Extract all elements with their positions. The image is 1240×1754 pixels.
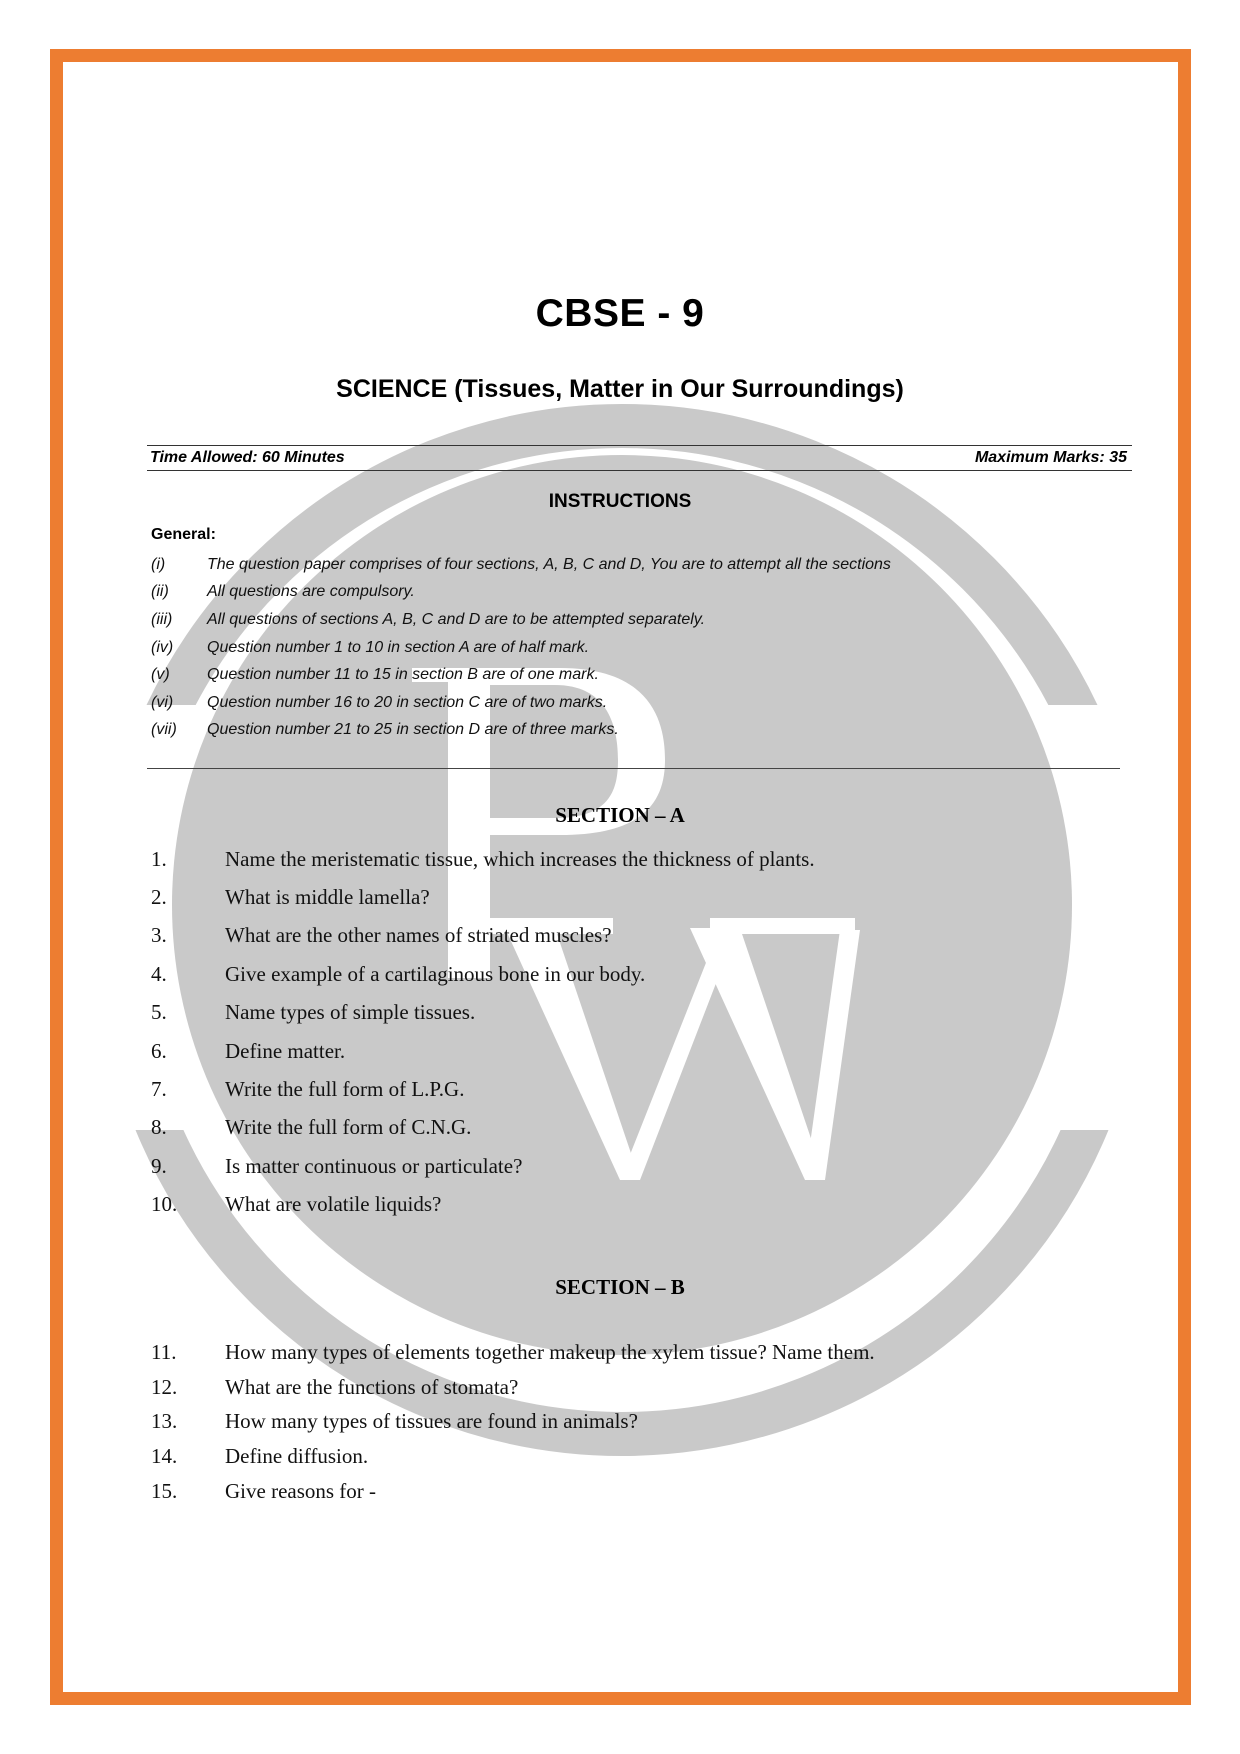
divider: [147, 768, 1120, 769]
question-item: [151, 917, 815, 955]
question-number: 6.: [151, 1038, 167, 1063]
section-a-heading: SECTION – A: [555, 803, 685, 827]
instructions-heading: INSTRUCTIONS: [548, 491, 692, 512]
question-number: 5.: [151, 1000, 167, 1025]
instruction-item: [151, 579, 891, 607]
instruction-text: Question number 21 to 25 in section D are of three marks.: [207, 721, 619, 739]
instruction-item: [151, 634, 891, 662]
question-item: [151, 1474, 875, 1509]
page-title: CBSE - 9: [535, 292, 705, 335]
question-text: What is middle lamella?: [225, 885, 430, 910]
instruction-item: [151, 551, 891, 579]
question-number: 14.: [151, 1444, 178, 1469]
question-text: Name the meristematic tissue, which increases the thickness of plants.: [225, 846, 815, 871]
section-b-heading: SECTION – B: [555, 1275, 685, 1299]
section-a-questions: [151, 840, 815, 1224]
instruction-number: (iii): [151, 610, 173, 628]
question-number: 4.: [151, 961, 167, 986]
instruction-text: All questions of sections A, B, C and D are to be attempted separately.: [207, 610, 706, 628]
instruction-number: (vii): [151, 721, 177, 739]
question-text: How many types of elements together makeup the xylem tissue? Name them.: [225, 1339, 875, 1364]
question-text: Define matter.: [225, 1038, 346, 1063]
question-number: 11.: [151, 1339, 177, 1364]
instruction-item: [151, 606, 891, 634]
question-item: [151, 840, 815, 878]
question-number: 1.: [151, 846, 167, 871]
question-item: [151, 1109, 815, 1147]
instruction-number: (i): [151, 555, 166, 573]
instruction-number: (v): [151, 666, 170, 684]
question-text: What are the other names of striated muscles?: [225, 923, 612, 948]
instruction-number: (iv): [151, 638, 174, 656]
exam-meta-bar: [147, 445, 1132, 471]
question-item: [151, 1032, 815, 1070]
question-item: [151, 1070, 815, 1108]
section-b-questions: [151, 1335, 875, 1509]
question-number: 7.: [151, 1077, 167, 1102]
question-text: What are volatile liquids?: [225, 1192, 442, 1217]
instruction-text: All questions are compulsory.: [207, 583, 415, 601]
question-item: [151, 878, 815, 916]
question-item: [151, 994, 815, 1032]
question-text: How many types of tissues are found in animals?: [225, 1409, 638, 1434]
time-allowed: Time Allowed: 60 Minutes: [150, 449, 345, 466]
question-item: [151, 1405, 875, 1440]
question-item: [151, 1147, 815, 1185]
question-text: Give reasons for -: [225, 1479, 377, 1504]
question-number: 3.: [151, 923, 167, 948]
question-text: Define diffusion.: [225, 1444, 369, 1469]
instruction-text: Question number 1 to 10 in section A are of half mark.: [207, 638, 590, 656]
maximum-marks: Maximum Marks: 35: [974, 449, 1127, 466]
general-label: General:: [151, 526, 216, 543]
question-number: 12.: [151, 1374, 178, 1399]
question-text: What are the functions of stomata?: [225, 1374, 519, 1399]
instructions-list: [151, 551, 891, 744]
instruction-number: (ii): [151, 583, 169, 601]
question-item: [151, 1335, 875, 1370]
instruction-item: [151, 689, 891, 717]
question-item: [151, 955, 815, 993]
question-text: Give example of a cartilaginous bone in our body.: [225, 961, 646, 986]
question-number: 2.: [151, 885, 167, 910]
instruction-number: (vi): [151, 693, 174, 711]
instruction-text: The question paper comprises of four sections, A, B, C and D, You are to attempt all the sections: [207, 555, 891, 573]
question-item: [151, 1439, 875, 1474]
question-number: 10.: [151, 1192, 178, 1217]
page-subtitle: SCIENCE (Tissues, Matter in Our Surroundings): [336, 375, 904, 403]
question-number: 9.: [151, 1153, 167, 1178]
instruction-item: [151, 717, 891, 745]
question-number: 13.: [151, 1409, 178, 1434]
question-text: Write the full form of C.N.G.: [225, 1115, 472, 1140]
instruction-text: Question number 16 to 20 in section C are of two marks.: [207, 693, 608, 711]
question-text: Name types of simple tissues.: [225, 1000, 476, 1025]
question-number: 15.: [151, 1479, 178, 1504]
instruction-item: [151, 661, 891, 689]
question-item: [151, 1186, 815, 1224]
instruction-text: Question number 11 to 15 in section B are of one mark.: [207, 666, 599, 684]
question-item: [151, 1370, 875, 1405]
question-number: 8.: [151, 1115, 167, 1140]
question-text: Write the full form of L.P.G.: [225, 1077, 465, 1102]
question-text: Is matter continuous or particulate?: [225, 1153, 523, 1178]
